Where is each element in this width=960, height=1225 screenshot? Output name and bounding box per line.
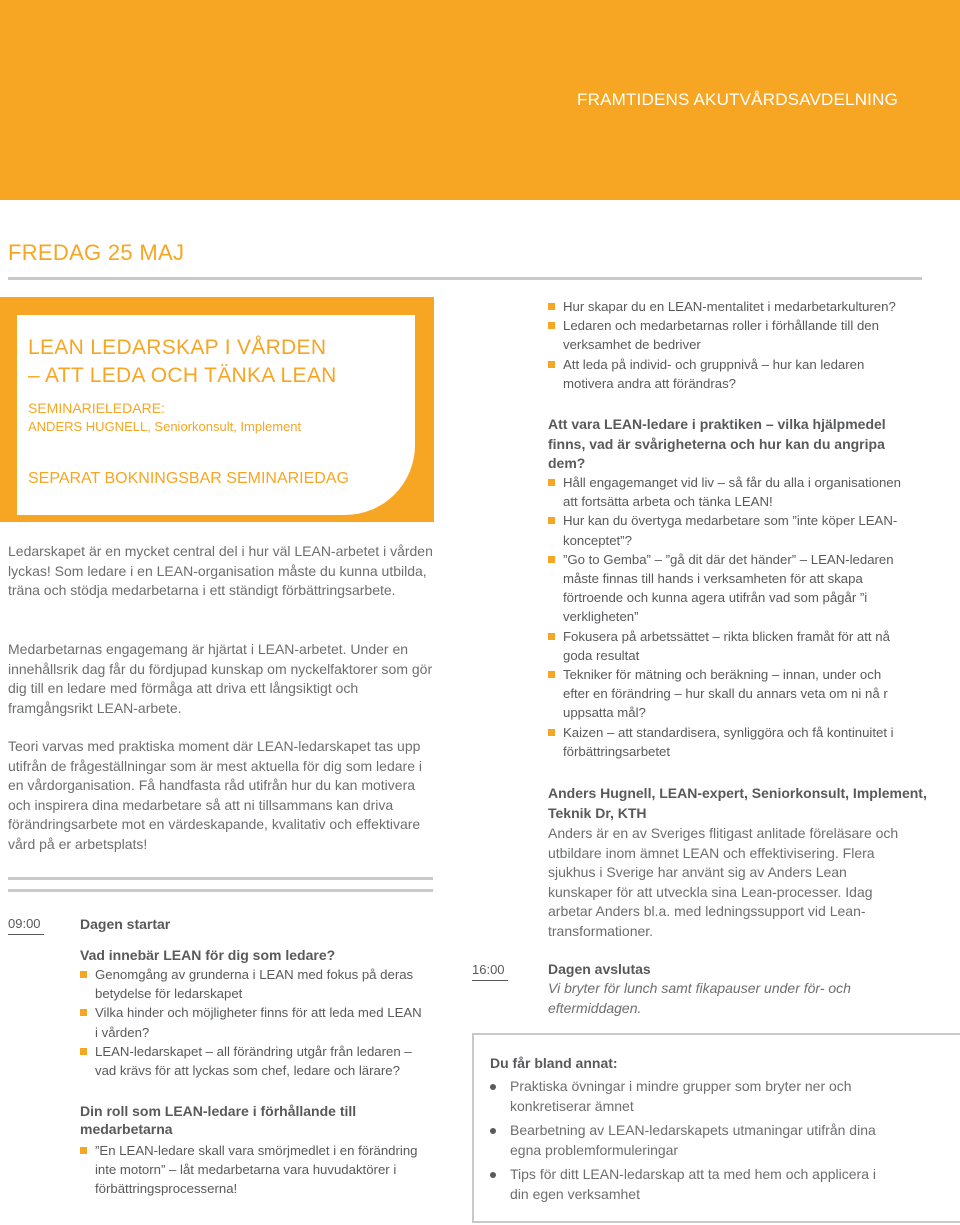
list-item: LEAN-ledarskapet – all förändring utgår från ledaren – vad krävs för att lyckas som chef, ledare och lärare?: [80, 1042, 425, 1080]
intro-paragraph-3: Teori varvas med praktiska moment där LEAN-ledarskapet tas upp utifrån de frågeställningar som är mest aktuella för dig som ledare i en vårdorganisation. Få handfasta råd utifrån hur du kan motivera och inspirera dina medarbetare så att ni tillsammans kan driva förändringsarbete mot en värdeskapande, kvalitativ och effektivare vård på er arbetsplats!: [8, 738, 422, 852]
bullet-square-icon: [80, 971, 87, 978]
section3-list: [548, 473, 908, 761]
seminar-leader-name: ANDERS HUGNELL, Seniorkonsult, Implement: [28, 419, 302, 434]
header-title: FRAMTIDENS AKUTVÅRDSAVDELNING: [577, 90, 898, 109]
section3-heading: Att vara LEAN-ledare i praktiken – vilka hjälpmedel finns, vad är svårigheterna och hur kan du angripa dem?: [548, 416, 886, 471]
bullet-square-icon: [548, 322, 555, 329]
right-top-list: [548, 297, 908, 393]
list-item: ”En LEAN-ledare skall vara smörjmedlet i en förändring inte motorn” – låt medarbetarna vara huvudaktörer i förbättringsprocesserna!: [80, 1141, 425, 1199]
list-item: Tekniker för mätning och beräkning – innan, under och efter en förändring – hur skall du annars veta om ni nå r uppsatta mål?: [548, 665, 908, 723]
list-item: Kaizen – att standardisera, synliggöra och få kontinuitet i förbättringsarbetet: [548, 723, 908, 761]
list-item: Håll engagemanget vid liv – så får du alla i organisationen att fortsätta arbeta och tänka LEAN!: [548, 473, 908, 511]
bullet-dot-icon: [490, 1128, 496, 1134]
bullet-square-icon: [548, 671, 555, 678]
list-item: ”Go to Gemba” – ”gå dit där det händer” – LEAN-ledaren måste finnas till hands i verksamheten för att skapa förtroende och kunna agera utifrån vad som pågår ”i verkligheten”: [548, 550, 908, 627]
bio-text: Anders är en av Sveriges flitigast anlitade föreläsare och utbildare inom ämnet LEAN och effektivisering. Flera sjukhus i Sverige har använt sig av Anders Lean kunskaper för att utveckla sina Lean-processer. Idag arbetar Anders bl.a. med ledningssupport vid Lean-transformationer.: [548, 825, 899, 939]
end-note: Vi bryter för lunch samt fikapauser under för- och eftermiddagen.: [548, 980, 851, 1016]
list-item: Hur skapar du en LEAN-mentalitet i medarbetarkulturen?: [548, 297, 908, 316]
bullet-dot-icon: [490, 1172, 496, 1178]
bullet-square-icon: [548, 479, 555, 486]
intro-paragraph-2: Medarbetarnas engagemang är hjärtat i LEAN-arbetet. Under en innehållsrik dag får du fördjupad kunskap om nyckelfaktorer som gör dig till en ledare med förmåga att driva ett långsiktigt och framgångsrikt LEAN-arbete.: [8, 641, 433, 716]
seminar-title-line1: LEAN LEDARSKAP I VÅRDEN: [28, 336, 327, 359]
bullet-square-icon: [548, 361, 555, 368]
section1-heading: Vad innebär LEAN för dig som ledare?: [80, 947, 336, 963]
section1-list: [80, 965, 425, 1080]
list-item: Bearbetning av LEAN-ledarskapets utmaningar utifrån dina egna problemformuleringar: [490, 1121, 890, 1160]
end-time-underline: [472, 980, 508, 981]
intro-paragraph-1: Ledarskapet är en mycket central del i hur väl LEAN-arbetet i vården lyckas! Som ledare i en LEAN-organisation måste du kunna utbilda, träna och stödja medarbetarna i ett ständigt förbättringsarbete.: [8, 543, 433, 598]
bullet-square-icon: [548, 556, 555, 563]
list-item: Ledaren och medarbetarnas roller i förhållande till den verksamhet de bedriver: [548, 316, 908, 354]
schedule-rule-2: [8, 889, 433, 892]
list-item: Praktiska övningar i mindre grupper som bryter ner och konkretiserar ämnet: [490, 1077, 890, 1116]
section2-heading: Din roll som LEAN-ledare i förhållande till medarbetarna: [80, 1103, 357, 1137]
bullet-square-icon: [548, 517, 555, 524]
list-item: Genomgång av grunderna i LEAN med fokus på deras betydelse för ledarskapet: [80, 965, 425, 1003]
bullet-square-icon: [80, 1147, 87, 1154]
start-time-underline: [8, 934, 44, 935]
bullet-square-icon: [548, 633, 555, 640]
list-item: Vilka hinder och möjligheter finns för att leda med LEAN i vården?: [80, 1003, 425, 1041]
bullet-square-icon: [548, 729, 555, 736]
header-band: [0, 0, 960, 200]
date-heading: FREDAG 25 MAJ: [8, 240, 185, 265]
start-time: 09:00: [8, 916, 41, 931]
end-label: Dagen avslutas: [548, 961, 651, 977]
date-rule: [8, 277, 922, 280]
takeaways-title: Du får bland annat:: [490, 1055, 618, 1071]
list-item: Hur kan du övertyga medarbetare som ”inte köper LEAN-konceptet”?: [548, 511, 908, 549]
bullet-square-icon: [80, 1009, 87, 1016]
seminar-leader-label: SEMINARIELEDARE:: [28, 400, 165, 416]
start-label: Dagen startar: [80, 916, 171, 932]
seminar-title-line2: – ATT LEDA OCH TÄNKA LEAN: [28, 364, 337, 387]
bullet-square-icon: [548, 303, 555, 310]
end-time: 16:00: [472, 962, 505, 977]
booking-note: SEPARAT BOKNINGSBAR SEMINARIEDAG: [28, 470, 349, 487]
takeaways-box: [472, 1033, 960, 1223]
list-item: Att leda på individ- och gruppnivå – hur kan ledaren motivera andra att förändras?: [548, 355, 908, 393]
bio-title: Anders Hugnell, LEAN-expert, Seniorkonsult, Implement, Teknik Dr, KTH: [548, 785, 927, 821]
schedule-rule-1: [8, 877, 433, 880]
takeaways-list: [490, 1077, 890, 1209]
list-item: Tips för ditt LEAN-ledarskap att ta med hem och applicera i din egen verksamhet: [490, 1165, 890, 1204]
list-item: Fokusera på arbetssättet – rikta blicken framåt för att nå goda resultat: [548, 627, 908, 665]
section2-list: [80, 1141, 425, 1199]
bullet-square-icon: [80, 1048, 87, 1055]
bullet-dot-icon: [490, 1084, 496, 1090]
